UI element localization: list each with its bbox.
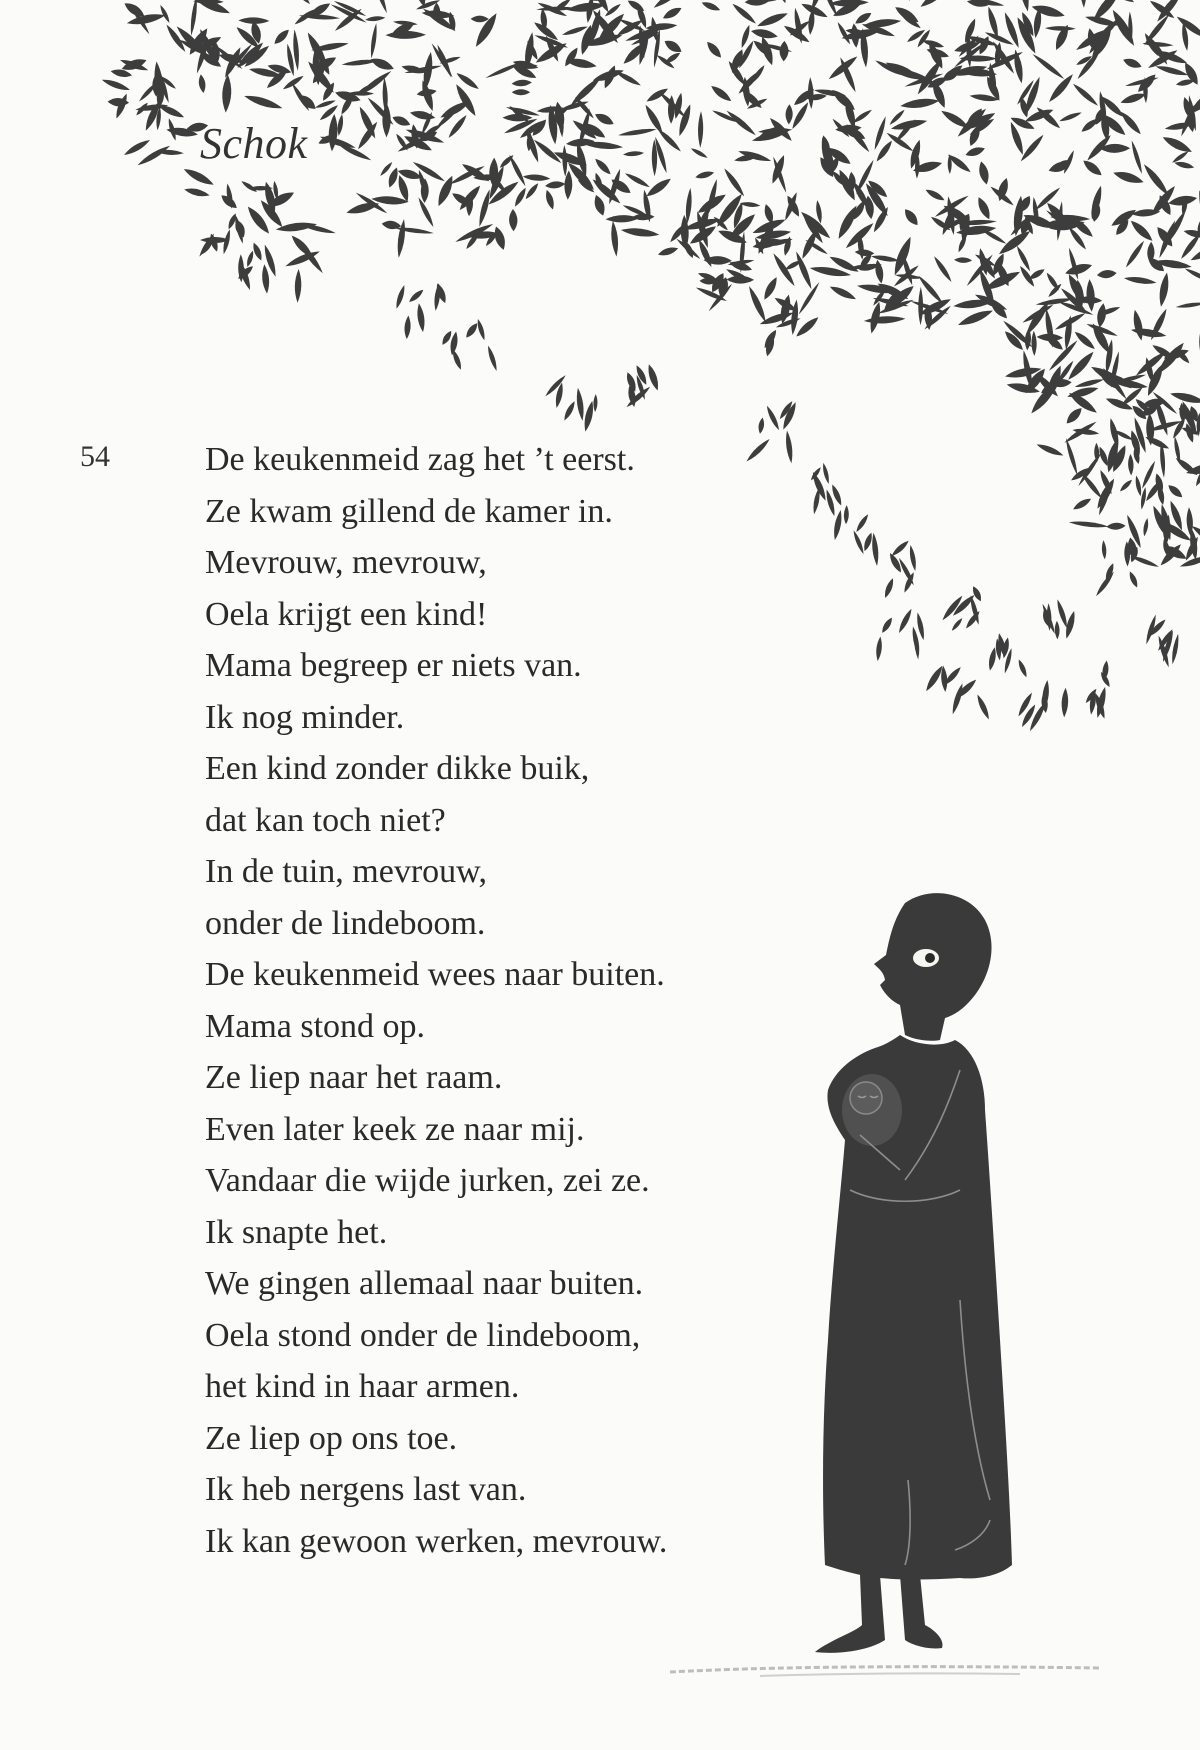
poem-line: Even later keek ze naar mij. <box>205 1110 585 1148</box>
poem-line: onder de lindeboom. <box>205 904 486 942</box>
poem-title: Schok <box>200 119 308 168</box>
poem-line: De keukenmeid wees naar buiten. <box>205 956 665 993</box>
poem-line: Ze liep naar het raam. <box>205 1059 503 1096</box>
poem-line: dat kan toch niet? <box>205 801 446 839</box>
poem-line: Ik nog minder. <box>205 698 405 736</box>
poem-line: Oela stond onder de lindeboom, <box>205 1316 641 1354</box>
baby-icon <box>842 1074 902 1146</box>
poem-line: In de tuin, mevrouw, <box>205 853 488 890</box>
eye-icon <box>913 949 939 967</box>
page-number: 54 <box>80 440 110 473</box>
poem-line: Oela krijgt een kind! <box>205 595 488 633</box>
poem-line: Mama stond op. <box>205 1007 426 1045</box>
ground-shadow <box>670 1667 1100 1676</box>
poem-line: Ik heb nergens last van. <box>205 1471 527 1508</box>
poem-line: Een kind zonder dikke buik, <box>205 750 590 787</box>
poem-line: Ze kwam gillend de kamer in. <box>205 492 613 530</box>
poem-line: Mama begreep er niets van. <box>205 647 582 684</box>
woman-holding-baby-silhouette-icon <box>815 893 1012 1653</box>
poem-line: De keukenmeid zag het ’t eerst. <box>205 441 635 478</box>
poem-line: Vandaar die wijde jurken, zei ze. <box>205 1162 650 1199</box>
poem-line: Ik kan gewoon werken, mevrouw. <box>205 1522 668 1560</box>
poem-line: het kind in haar armen. <box>205 1368 520 1405</box>
poem-line: Mevrouw, mevrouw, <box>205 544 487 581</box>
poem-body <box>205 434 667 1567</box>
poem-line: We gingen allemaal naar buiten. <box>205 1265 644 1302</box>
poem-line: Ze liep op ons toe. <box>205 1419 458 1457</box>
poem-line: Ik snapte het. <box>205 1213 388 1251</box>
